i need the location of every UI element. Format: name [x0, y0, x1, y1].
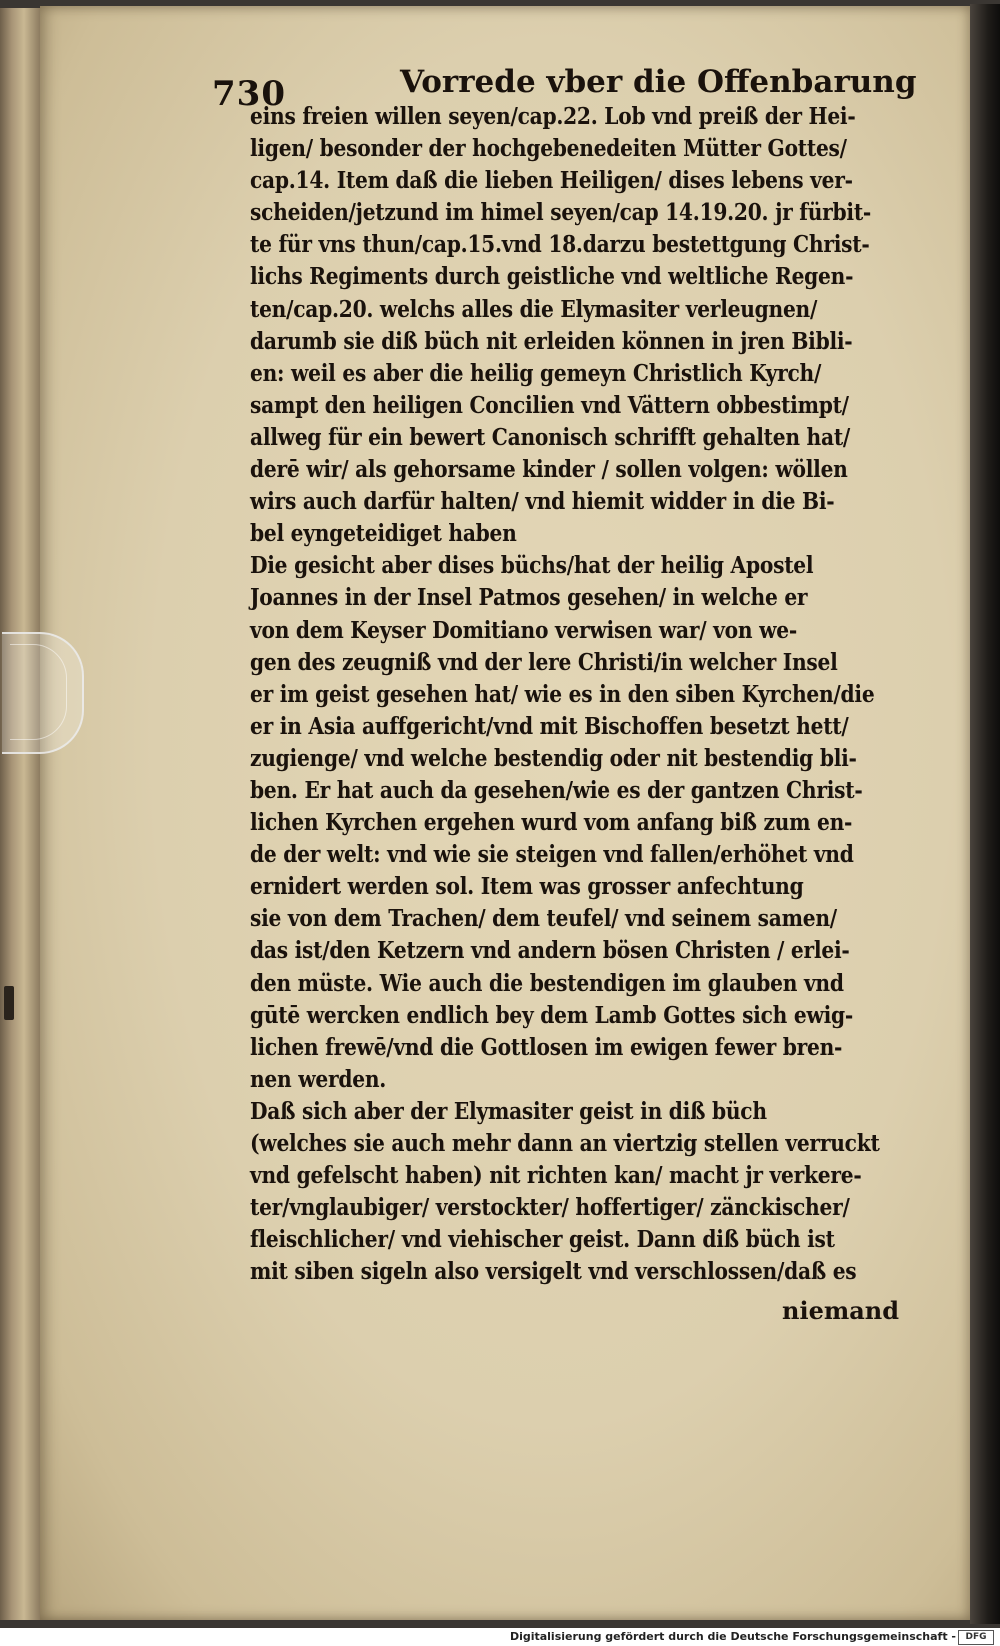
- text-line: ben. Er hat auch da gesehen/wie es der gantzen Christ-: [250, 775, 863, 804]
- text-line: wirs auch darfür halten/ vnd hiemit widder in die Bi-: [250, 487, 835, 516]
- text-line: ligen/ besonder der hochgebenedeiten Mütter Gottes/: [250, 134, 847, 163]
- text-line: lichs Regiments durch geistliche vnd weltliche Regen-: [250, 262, 854, 291]
- text-line: ter/vnglaubiger/ verstockter/ hoffertiger/ zänckischer/: [250, 1193, 850, 1222]
- text-line: derē wir/ als gehorsame kinder / sollen volgen: wöllen: [250, 455, 848, 484]
- text-line: fleischlicher/ vnd viehischer geist. Dann diß büch ist: [250, 1225, 835, 1254]
- text-line: er im geist gesehen hat/ wie es in den siben Kyrchen/die: [250, 679, 875, 708]
- text-line: Daß sich aber der Elymasiter geist in diß büch: [250, 1096, 767, 1125]
- text-line: gūtē wercken endlich bey dem Lamb Gottes sich ewig-: [250, 1000, 854, 1029]
- text-line: scheiden/jetzund im himel seyen/cap 14.19.20. jr fürbit-: [250, 198, 872, 227]
- text-line: nen werden.: [250, 1064, 387, 1093]
- page-number: 730: [212, 74, 286, 114]
- text-line: Die gesicht aber dises büchs/hat der heilig Apostel: [250, 551, 814, 580]
- text-line: te für vns thun/cap.15.vnd 18.darzu bestettgung Christ-: [250, 230, 870, 259]
- text-line: sie von dem Trachen/ dem teufel/ vnd seinem samen/: [250, 904, 837, 933]
- text-line: das ist/den Ketzern vnd andern bösen Christen / erlei-: [250, 936, 850, 965]
- text-line: gen des zeugniß vnd der lere Christi/in welcher Insel: [250, 647, 838, 676]
- text-line: er in Asia auffgericht/vnd mit Bischoffen besetzt hett/: [250, 711, 849, 740]
- footer-bar: [0, 1628, 1000, 1646]
- text-line: mit siben sigeln also versigelt vnd verschlossen/daß es: [250, 1257, 857, 1286]
- text-line: cap.14. Item daß die lieben Heiligen/ dises lebens ver-: [250, 166, 853, 195]
- text-line: bel eyngeteidiget haben: [250, 519, 517, 548]
- funding-credit: Digitalisierung gefördert durch die Deutsche Forschungsgemeinschaft -: [509, 1630, 956, 1643]
- book-page-edges: [0, 8, 42, 1620]
- page-clip-holder: [2, 632, 84, 754]
- text-line: (welches sie auch mehr dann an viertzig stellen verruckt: [250, 1129, 880, 1157]
- dfg-logo: DFG: [958, 1630, 994, 1645]
- book-gutter-shadow: [970, 4, 1000, 1624]
- page-tab-marker: [4, 986, 14, 1020]
- running-head: Vorrede vber die Offenbarung: [400, 64, 917, 100]
- text-line: von dem Keyser Domitiano verwisen war/ von we-: [250, 615, 797, 644]
- text-line: vnd gefelscht haben) nit richten kan/ macht jr verkere-: [250, 1161, 862, 1190]
- text-line: de der welt: vnd wie sie steigen vnd fallen/erhöhet vnd: [250, 840, 854, 869]
- text-line: Joannes in der Insel Patmos gesehen/ in welche er: [250, 583, 808, 612]
- text-line: eins freien willen seyen/cap.22. Lob vnd preiß der Hei-: [250, 102, 856, 130]
- text-line: den müste. Wie auch die bestendigen im glauben vnd: [250, 968, 844, 997]
- page-clip-inner: [10, 644, 67, 740]
- text-line: allweg für ein bewert Canonisch schrifft gehalten hat/: [250, 422, 851, 451]
- text-line: en: weil es aber die heilig gemeyn Christlich Kyrch/: [250, 358, 822, 387]
- text-line: darumb sie diß büch nit erleiden können in jren Bibli-: [250, 326, 853, 355]
- text-line: ten/cap.20. welchs alles die Elymasiter verleugnen/: [250, 294, 818, 323]
- text-line: lichen Kyrchen ergehen wurd vom anfang biß zum en-: [250, 808, 853, 837]
- text-line: lichen frewē/vnd die Gottlosen im ewigen fewer bren-: [250, 1032, 843, 1061]
- body-text: [250, 100, 900, 1287]
- text-line: ernidert werden sol. Item was grosser anfechtung: [250, 872, 804, 901]
- text-line: sampt den heiligen Concilien vnd Vättern obbestimpt/: [250, 390, 849, 419]
- catchword: niemand: [782, 1296, 900, 1325]
- text-line: zugienge/ vnd welche bestendig oder nit bestendig bli-: [250, 743, 857, 772]
